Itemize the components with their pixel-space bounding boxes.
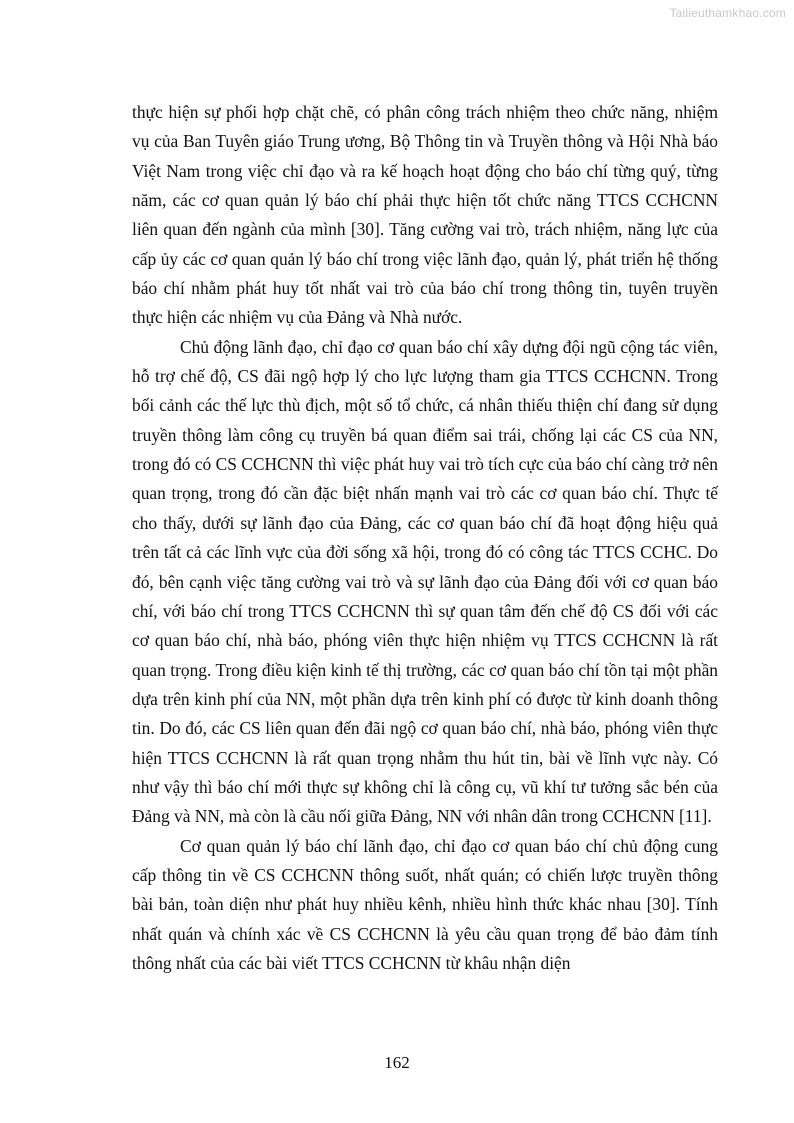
paragraph-continuation: thực hiện sự phối hợp chặt chẽ, có phân công trách nhiệm theo chức năng, nhiệm vụ của Ban Tuyên giáo Trung ương, Bộ Thông tin và Truyền thông và Hội Nhà báo Việt Nam trong việc chỉ đạo và ra kế hoạch hoạt động cho báo chí từng quý, từng năm, các cơ quan quản lý báo chí phải thực hiện tốt chức năng TTCS CCHCNN liên quan đến ngành của mình [30]. Tăng cường vai trò, trách nhiệm, năng lực của cấp ủy các cơ quan quản lý báo chí trong việc lãnh đạo, quản lý, phát triển hệ thống báo chí nhằm phát huy tốt nhất vai trò của báo chí trong thông tin, tuyên truyền thực hiện các nhiệm vụ của Đảng và Nhà nước.: [132, 102, 718, 328]
document-body: [132, 98, 718, 978]
paragraph: Cơ quan quản lý báo chí lãnh đạo, chỉ đạo cơ quan báo chí chủ động cung cấp thông tin về CS CCHCNN thông suốt, nhất quán; có chiến lược truyền thông bài bản, toàn diện như phát huy nhiều kênh, nhiều hình thức khác nhau [30]. Tính nhất quán và chính xác về CS CCHCNN là yêu cầu quan trọng để bảo đảm tính thông nhất của các bài viết TTCS CCHCNN từ khâu nhận diện: [132, 835, 718, 973]
page-number: 162: [384, 1053, 410, 1072]
watermark: Tailieuthamkhao.com: [669, 6, 786, 20]
paragraph: Chủ động lãnh đạo, chỉ đạo cơ quan báo chí xây dựng đội ngũ cộng tác viên, hỗ trợ chế độ, CS đãi ngộ hợp lý cho lực lượng tham gia TTCS CCHCNN. Trong bối cảnh các thế lực thù địch, một số tổ chức, cá nhân thiếu thiện chí đang sử dụng truyền thông làm công cụ truyền bá quan điểm sai trái, chống lại các CS của NN, trong đó có CS CCHCNN thì việc phát huy vai trò tích cực của báo chí càng trở nên quan trọng, trong đó cần đặc biệt nhấn mạnh vai trò các cơ quan báo chí. Thực tế cho thấy, dưới sự lãnh đạo của Đảng, các cơ quan báo chí đã hoạt động hiệu quả trên tất cả các lĩnh vực của đời sống xã hội, trong đó có công tác TTCS CCHC. Do đó, bên cạnh việc tăng cường vai trò và sự lãnh đạo của Đảng đối với cơ quan báo chí, với báo chí trong TTCS CCHCNN thì sự quan tâm đến chế độ CS đối với các cơ quan báo chí, nhà báo, phóng viên thực hiện nhiệm vụ TTCS CCHCNN là rất quan trọng. Trong điều kiện kinh tế thị trường, các cơ quan báo chí tồn tại một phần dựa trên kinh phí của NN, một phần dựa trên kinh phí có được từ kinh doanh thông tin. Do đó, các CS liên quan đến đãi ngộ cơ quan báo chí, nhà báo, phóng viên thực hiện TTCS CCHCNN là rất quan trọng nhằm thu hút tin, bài về lĩnh vực này. Có như vậy thì báo chí mới thực sự không chỉ là công cụ, vũ khí tư tưởng sắc bén của Đảng và NN, mà còn là cầu nối giữa Đảng, NN với nhân dân trong CCHCNN [11].: [132, 336, 718, 827]
